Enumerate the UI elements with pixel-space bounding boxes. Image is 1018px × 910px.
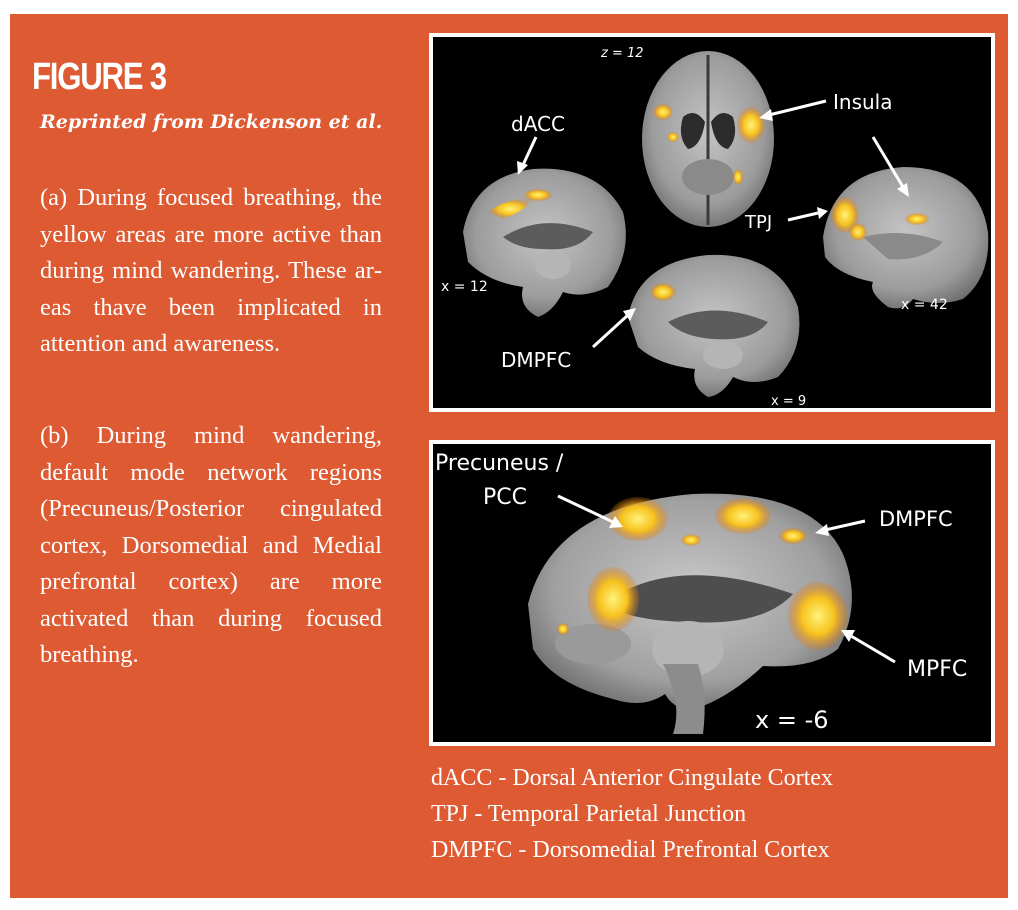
focused-breathing-image: [429, 33, 995, 412]
label-precuneus: Precuneus /: [435, 451, 564, 476]
caption-paragraph-b: (b) During mind wandering, default mode network regions (Precuneus/Posterior cingulated cortex, Dorsomedial and Medial prefrontal cortex) are more activated than during focused breathing.: [40, 422, 382, 668]
label-dmpfc-a: DMPFC: [501, 348, 572, 372]
legend-item: dACC - Dorsal Anterior Cingulate Cortex: [431, 765, 833, 791]
label-dacc: dACC: [511, 112, 565, 136]
legend-item: DMPFC - Dorsomedial Prefrontal Cortex: [431, 837, 830, 863]
label-insula: Insula: [833, 90, 893, 114]
axial-brain-slice: [642, 51, 774, 227]
figure-heading: FIGURE 3: [32, 56, 166, 98]
label-x12: x = 12: [441, 279, 488, 295]
label-tpj: TPJ: [745, 212, 773, 233]
label-x42: x = 42: [901, 297, 948, 313]
mind-wandering-image: [429, 440, 995, 746]
label-mpfc: MPFC: [907, 657, 968, 682]
label-x9: x = 9: [771, 394, 807, 408]
label-pcc: PCC: [483, 485, 527, 510]
abbreviation-legend: [431, 760, 833, 868]
legend-item: TPJ - Temporal Parietal Junction: [431, 801, 747, 827]
sagittal-brain-x9: [628, 255, 799, 397]
label-x-neg6: x = -6: [755, 706, 829, 734]
label-z12: z = 12: [601, 46, 644, 61]
figure-credit: Reprinted from Dickenson et al.: [40, 111, 383, 133]
caption-paragraph-a: (a) During focused breathing, the yellow areas are more active than during mind wandering. These areas thave been implicated in attention and awareness.: [40, 184, 382, 357]
label-dmpfc-b: DMPFC: [879, 507, 953, 531]
